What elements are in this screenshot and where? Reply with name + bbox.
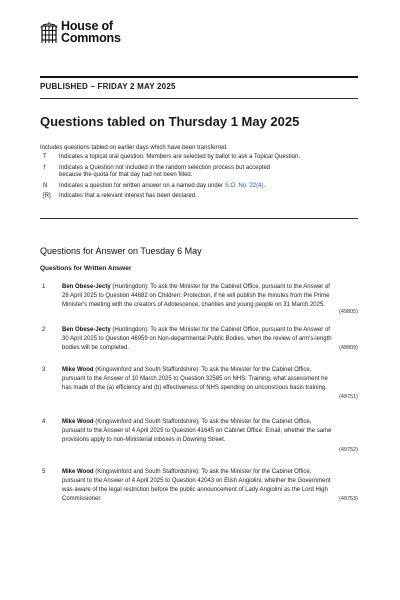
question-text: To ask the Minister for the Cabinet Office, pursuant to the Answer of 10 March 2025 to Question 32585 on NHS: Training, what assessment he has made of the (a) efficiency and (b) effectiveness of NHS spending on unconscious basis training. xyxy=(62,367,328,391)
constituency: (Huntingdon): xyxy=(110,327,151,333)
member-name: Mike Wood xyxy=(62,419,94,425)
question-text: To ask the Minister for the Cabinet Office, pursuant to the Answer of 28 April 2025 to Question 44682 on Children: Protection, if he will publish the minutes from the Prime Minister's meeting with the creators of Adolescence, charities and young people on 31 March 2025. xyxy=(62,284,330,308)
house-of-commons-logo xyxy=(40,20,121,45)
legend-item-dagger xyxy=(40,165,360,180)
subsection-title: Questions for Written Answer xyxy=(40,265,132,272)
member-name: Mike Wood xyxy=(62,469,94,475)
question-number: 2 xyxy=(42,327,46,333)
published-date: PUBLISHED – FRIDAY 2 MAY 2025 xyxy=(40,82,176,91)
question-text: To ask the Minister for the Cabinet Office, pursuant to the Answer of 4 April 2025 to Question 41645 on Cabinet Office: Email, whether the same provisions apply to non-Ministerial inboxes in Downing Street. xyxy=(62,419,332,443)
legend-suffix: . xyxy=(263,182,266,189)
portcullis-icon xyxy=(40,21,58,45)
question-reference: (49752) xyxy=(339,447,358,453)
legend-symbol: † xyxy=(43,164,47,171)
member-name: Ben Obese-Jecty xyxy=(62,327,111,333)
constituency: (Huntingdon): xyxy=(110,284,151,290)
question-number: 5 xyxy=(42,469,46,475)
question-item xyxy=(40,283,358,326)
legend-item-interest xyxy=(40,193,360,201)
question-item xyxy=(40,418,358,468)
legend-symbol: [R] xyxy=(43,193,51,199)
legend-text: Indicates that a relevant interest has been declared. xyxy=(59,193,197,199)
legend-symbol: N xyxy=(43,182,48,189)
legend-item-topical xyxy=(40,154,360,162)
legend-text: Indicates a topical oral question. Members are selected by ballot to ask a Topical Question. xyxy=(59,154,301,160)
question-reference: (49753) xyxy=(339,496,358,502)
logo-line-1: House of xyxy=(61,19,113,33)
legend-symbol: T xyxy=(43,154,47,160)
question-number: 1 xyxy=(42,284,46,290)
constituency: (Kingswinford and South Staffordshire): xyxy=(93,419,202,425)
standing-order-link[interactable]: S.O. No. 22(4) xyxy=(224,182,264,189)
section-title: Questions for Answer on Tuesday 6 May xyxy=(40,246,202,256)
legend-text: Indicates a question for written answer on a named day under xyxy=(59,182,224,189)
page-title: Questions tabled on Thursday 1 May 2025 xyxy=(40,114,300,129)
legend-item-named-day xyxy=(40,183,360,191)
member-name: Mike Wood xyxy=(62,367,94,373)
legend-rule xyxy=(40,218,358,219)
question-reference: (49805) xyxy=(339,309,358,315)
question-text: To ask the Minister for the Cabinet Office, pursuant to the Answer of 4 April 2025 to Question 42043 on Elish Angiolini, whether the Government was aware of the legal restriction before the public announcement of Lady Angiolini as the Lord High Commissioner. xyxy=(62,469,331,502)
symbol-legend xyxy=(40,154,360,204)
question-list xyxy=(40,283,358,513)
published-rule xyxy=(40,98,358,99)
question-number: 3 xyxy=(42,367,46,373)
question-reference: (49809) xyxy=(339,345,358,351)
question-reference: (49751) xyxy=(339,394,358,400)
member-name: Ben Obese-Jecty xyxy=(62,284,111,290)
top-rule xyxy=(40,76,358,78)
legend-text: Indicates a Question not included in the random selection process but accepted because the quota for that day had not been filled. xyxy=(59,164,271,178)
question-number: 4 xyxy=(42,419,46,425)
constituency: (Kingswinford and South Staffordshire): xyxy=(93,469,202,475)
constituency: (Kingswinford and South Staffordshire): xyxy=(93,367,202,373)
question-item xyxy=(40,326,358,366)
question-item xyxy=(40,468,358,513)
question-text: To ask the Minister for the Cabinet Office, pursuant to the Answer of 30 April 2025 to Question 46959 on Non-departmental Public Bodies, when the review of arm's-length bodies will be completed. xyxy=(62,327,332,351)
logo-line-2: Commons xyxy=(61,31,121,45)
question-item xyxy=(40,366,358,418)
intro-note: Includes questions tabled on earlier days which have been transferred. xyxy=(40,145,228,151)
